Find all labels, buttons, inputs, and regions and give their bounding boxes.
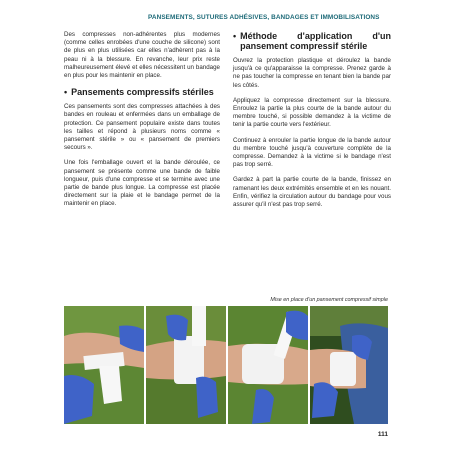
figure-caption: Mise en place d'un pansement compressif simple: [270, 297, 388, 303]
photo-step-4: [310, 306, 388, 424]
paragraph: Des compresses non-adhérentes plus modernes (comme celles enrobées d'une couche de silicone) sont de plus en plus utilisées car elles n'adhèrent pas à la peau ni à la blessure. En revanche, leur prix reste malheureusement élevé et elles nécessitent un bandage en plus pour les maintenir en place.: [64, 31, 220, 80]
photo-strip: [64, 306, 388, 424]
photo-step-2: [146, 306, 226, 424]
paragraph: Appliquez la compresse directement sur la blessure. Enroulez la partie la plus courte de la bande autour du membre touché, si possible demandez à la victime de tenir la partie courte vers l'extérieur.: [233, 96, 391, 129]
paragraph: Continuez à enrouler la partie longue de la bande autour du membre touché jusqu'à couverture complète de la compresse. Demandez à la victime si le bandage n'est pas trop serré.: [233, 136, 391, 169]
paragraph: Ces pansements sont des compresses attachées à des bandes en rouleau et enfermées dans un emballage de protection. Ce pansement populaire existe dans toutes les tailles et répond à plusieurs noms comme « pansement stérile » ou « pansement de premiers secours ».: [64, 103, 220, 152]
bullet-icon: •: [233, 31, 237, 41]
section-heading-text: Méthode d'application d'un pansement compressif stérile: [240, 31, 391, 51]
running-header: PANSEMENTS, SUTURES ADHÉSIVES, BANDAGES ET IMMOBILISATIONS: [148, 14, 380, 21]
section-heading: [64, 87, 220, 97]
bullet-icon: •: [64, 87, 68, 98]
right-column: [233, 31, 391, 216]
photo-step-1: [64, 306, 144, 424]
section-heading-text: Pansements compressifs stériles: [71, 87, 214, 98]
page-number: 111: [377, 431, 388, 438]
photo-step-3: [228, 306, 308, 424]
left-column: [64, 31, 220, 216]
paragraph: Une fois l'emballage ouvert et la bande déroulée, ce pansement se présente comme une bande de faible longueur, puis d'une compresse et se termine avec une partie de bande plus longue. La compresse est placée directement sur la plaie et le bandage permet de la maintenir en place.: [64, 159, 220, 208]
paragraph: Ouvrez la protection plastique et déroulez la bande jusqu'à ce qu'apparaisse la compresse. Prenez garde à ne pas toucher la compresse en tenant bien la bande par les côtés.: [233, 57, 391, 89]
section-heading: [233, 31, 391, 51]
paragraph: Gardez à part la partie courte de la bande, finissez en ramenant les deux extrémités ensemble et en les nouant. Enfin, vérifiez la circulation autour du bandage pour vous assurer qu'il n'est pas trop serré.: [233, 176, 391, 209]
